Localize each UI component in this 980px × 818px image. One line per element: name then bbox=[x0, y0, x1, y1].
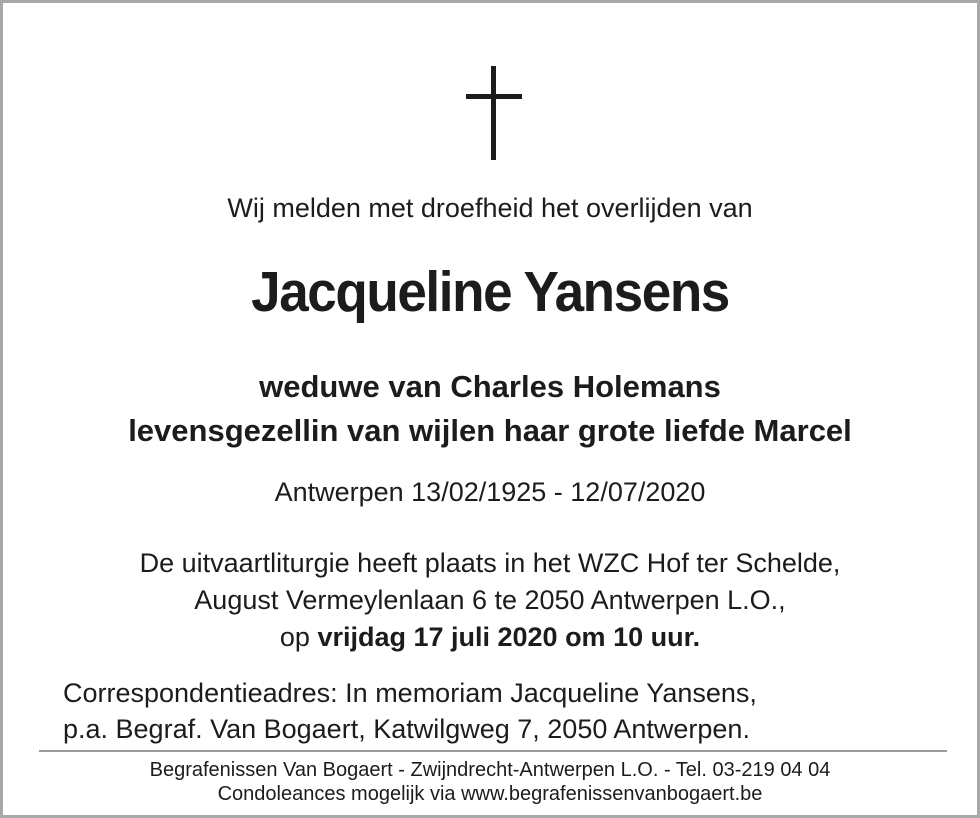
service-date-line bbox=[3, 622, 977, 653]
correspondence-line-2: p.a. Begraf. Van Bogaert, Katwilgweg 7, 2050 Antwerpen. bbox=[63, 714, 750, 744]
intro-text: Wij melden met droefheid het overlijden van bbox=[227, 193, 753, 223]
partner-line: levensgezellin van wijlen haar grote liefde Marcel bbox=[128, 413, 852, 448]
cross-vertical-bar bbox=[491, 66, 496, 160]
life-dates: Antwerpen 13/02/1925 - 12/07/2020 bbox=[274, 477, 706, 507]
cross-icon bbox=[466, 66, 522, 160]
footer-divider bbox=[39, 750, 947, 752]
service-date-time: vrijdag 17 juli 2020 om 10 uur. bbox=[317, 622, 701, 652]
deceased-name: Jacqueline Yansens bbox=[251, 260, 729, 324]
condolences-line: Condoleances mogelijk via www.begrafenissenvanbogaert.be bbox=[217, 783, 763, 805]
cross-horizontal-bar bbox=[466, 94, 522, 99]
service-date-prefix: op bbox=[279, 622, 318, 652]
correspondence-line-1: Correspondentieadres: In memoriam Jacqueline Yansens, bbox=[63, 678, 757, 708]
spouse-line: weduwe van Charles Holemans bbox=[259, 369, 721, 404]
funeral-home-contact: Begrafenissen Van Bogaert - Zwijndrecht-Antwerpen L.O. - Tel. 03-219 04 04 bbox=[149, 759, 831, 781]
service-line-1: De uitvaartliturgie heeft plaats in het WZC Hof ter Schelde, bbox=[139, 548, 841, 578]
service-line-2: August Vermeylenlaan 6 te 2050 Antwerpen L.O., bbox=[194, 585, 786, 615]
